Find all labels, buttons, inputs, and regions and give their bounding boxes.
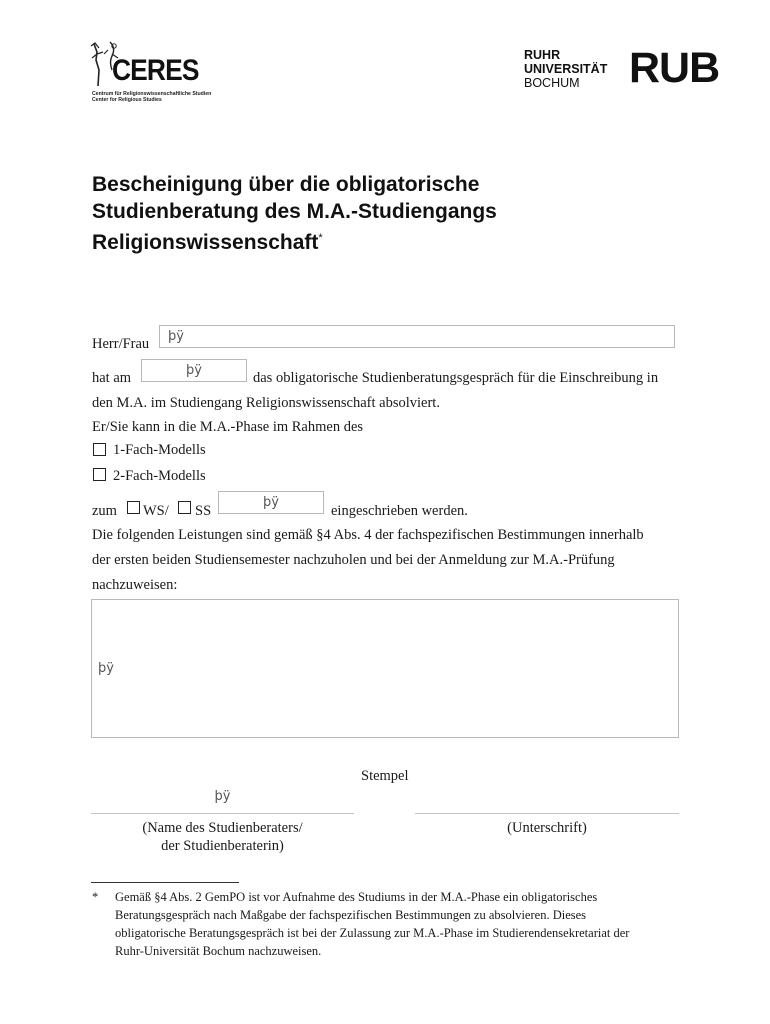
title-line3-text: Religionswissenschaft [92,231,319,254]
leistungen-textarea-value: þÿ [98,661,114,676]
checkbox-ss[interactable] [178,501,191,514]
document-title [92,171,497,256]
berater-caption-line2: der Studienberaterin) [161,838,284,854]
semester-field[interactable] [218,491,324,514]
option-1-fach-label: 1-Fach-Modells [113,442,206,458]
leistungen-line1: Die folgenden Leistungen sind gemäß §4 Abs. 4 der fachspezifischen Bestimmungen innerhalb [92,527,644,543]
line2-text: den M.A. im Studiengang Religionswissenschaft absolviert. [92,395,440,411]
ss-label: SS [195,503,212,519]
rub-logo-text: RUB [629,44,720,92]
rub-logo [629,45,719,91]
herr-frau-label: Herr/Frau [92,336,150,352]
date-field-value: þÿ [186,363,202,378]
name-field-value: þÿ [168,329,184,344]
rub-line-universitaet: UNIVERSITÄT [524,62,608,76]
ceres-logo [88,40,218,120]
eingeschrieben-text: eingeschrieben werden. [331,503,468,519]
footnote-line2: Beratungsgespräch nach Maßgabe der fachspezifischen Bestimmungen zu absolvieren. Dieses [115,908,587,922]
title-line2: Studienberatung des M.A.-Studiengangs [92,200,497,223]
rub-line-ruhr: RUHR [524,48,561,62]
date-field[interactable] [141,359,247,382]
title-line1: Bescheinigung über die obligatorische [92,173,480,196]
checkbox-1-fach[interactable] [93,443,106,456]
option-2-fach-label: 2-Fach-Modells [113,468,206,484]
rub-university-name [524,48,607,90]
checkbox-ws[interactable] [127,501,140,514]
berater-name-value: þÿ [214,789,231,804]
semester-field-value: þÿ [263,495,279,510]
name-signature-line [91,813,354,814]
ceres-logo-text: CERES [112,54,199,87]
ws-label: WS/ [143,503,169,519]
line1-rest-text: das obligatorische Studienberatungsgespräch für die Einschreibung in [253,370,659,386]
unterschrift-line [415,813,679,814]
footnote-divider [91,882,239,883]
name-field[interactable] [159,325,675,348]
zum-label: zum [92,503,117,519]
berater-name-field[interactable] [91,786,354,810]
ceres-sub-line2: Center for Religious Studies [92,97,162,103]
footnote-text [115,888,629,960]
checkbox-2-fach[interactable] [93,468,106,481]
hat-am-label: hat am [92,370,132,386]
footnote-line4: Ruhr-Universität Bochum nachzuweisen. [115,944,322,958]
leistungen-line3: nachzuweisen: [92,577,178,593]
ceres-sub-line1: Centrum für Religionswissenschaftliche Studien [92,91,212,97]
line3-text: Er/Sie kann in die M.A.-Phase im Rahmen des [92,419,364,435]
unterschrift-caption: (Unterschrift) [507,820,587,836]
title-line3 [92,225,497,256]
rub-line-bochum: BOCHUM [524,76,580,90]
berater-caption-line1: (Name des Studienberaters/ [142,820,303,836]
footnote-line3: obligatorische Beratungsgespräch ist bei der Zulassung zur M.A.-Phase im Studierendensekretariat der [115,926,630,940]
title-footnote-mark: * [318,232,323,244]
footnote-mark: * [92,890,99,904]
berater-name-caption [91,819,354,855]
leistungen-textarea[interactable] [91,599,679,738]
leistungen-line2: der ersten beiden Studiensemester nachzuholen und bei der Anmeldung zur M.A.-Prüfung [92,552,615,568]
footnote-line1: Gemäß §4 Abs. 2 GemPO ist vor Aufnahme des Studiums in der M.A.-Phase ein obligatorisches [115,890,598,904]
stempel-label: Stempel [361,768,409,784]
